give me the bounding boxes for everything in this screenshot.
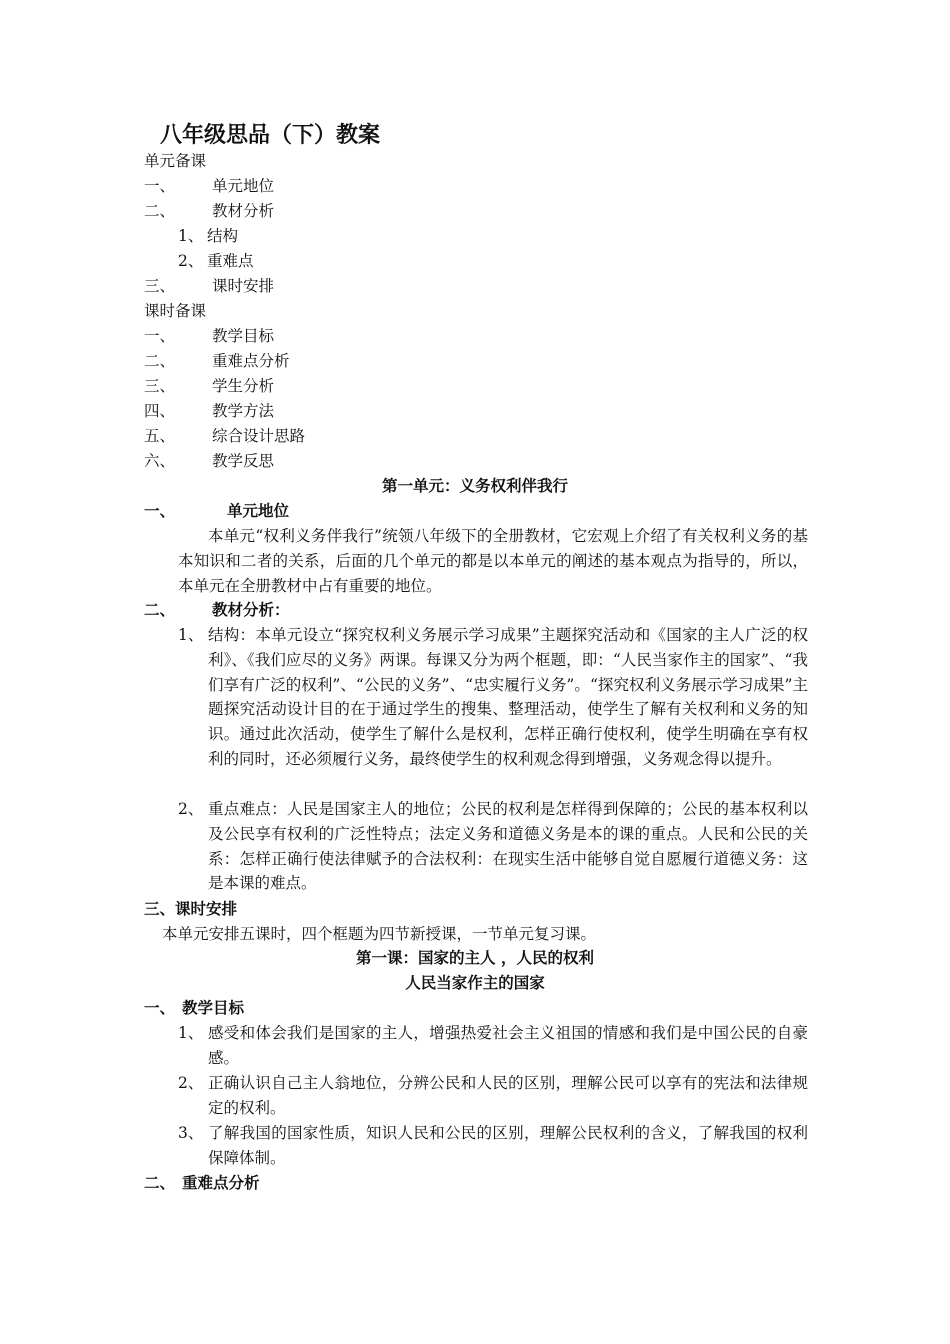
unit-heading: 第一单元：义务权利伴我行 <box>381 477 568 495</box>
item-num: 2、 <box>178 1074 204 1092</box>
outline-num: 一、 <box>144 327 176 345</box>
document-title: 八年级思品（下）教案 <box>160 123 381 148</box>
outline-num: 三、 <box>144 277 176 295</box>
list-item <box>178 797 808 896</box>
section-num: 二、 <box>144 1174 176 1192</box>
lesson-subheading: 人民当家作主的国家 <box>405 974 545 992</box>
item-text: 了解我国的国家性质，知识人民和公民的区别，理解公民权利的含义，了解我国的权利保障体制。 <box>208 1124 808 1167</box>
item-text: 重点难点：人民是国家主人的地位；公民的权利是怎样得到保障的；公民的基本权利以及公民享有权利的广泛性特点；法定义务和道德义务是本的课的重点。人民和公民的关系：怎样正确行使法律赋予的合法权利：在现实生活中能够自觉自愿履行道德义务：这是本课的难点。 <box>208 800 808 893</box>
outline-text: 教学方法 <box>212 402 275 420</box>
outline-text: 教学反思 <box>212 452 275 470</box>
item-num: 1、 <box>178 1024 204 1042</box>
outline-num: 2、 <box>178 252 204 270</box>
section-title: 三、课时安排 <box>144 900 238 918</box>
outline-item <box>144 174 175 199</box>
lesson-heading: 第一课：国家的主人 ，人民的权利 <box>356 949 594 967</box>
list-item <box>178 623 808 772</box>
item-num: 2、 <box>178 800 204 818</box>
item-text: 正确认识自己主人翁地位，分辨公民和人民的区别，理解公民可以享有的宪法和法律规定的权利。 <box>208 1074 808 1117</box>
section-num: 一、 <box>144 999 176 1017</box>
item-num: 3、 <box>178 1124 204 1142</box>
section-title: 单元地位 <box>227 502 290 520</box>
list-item <box>178 1071 808 1121</box>
item-num: 1、 <box>178 626 204 644</box>
section-num: 二、 <box>144 601 176 619</box>
outline-text: 重难点分析 <box>212 352 290 370</box>
list-item <box>178 1121 808 1171</box>
outline-text: 教学目标 <box>212 327 275 345</box>
outline-item <box>144 199 175 224</box>
section-title: 教材分析： <box>212 601 290 619</box>
outline-text: 教材分析 <box>212 202 275 220</box>
outline-num: 五、 <box>144 427 176 445</box>
outline-text: 课时安排 <box>212 277 275 295</box>
outline-num: 二、 <box>144 352 176 370</box>
outline-unit-prep: 单元备课 <box>144 152 207 170</box>
outline-num: 四、 <box>144 402 176 420</box>
outline-text: 学生分析 <box>212 377 275 395</box>
list-item <box>178 1021 808 1071</box>
outline-num: 1、 <box>178 227 204 245</box>
outline-num: 三、 <box>144 377 176 395</box>
section-title: 教学目标 <box>182 999 245 1017</box>
outline-num: 二、 <box>144 202 176 220</box>
outline-text: 单元地位 <box>212 177 275 195</box>
outline-num: 六、 <box>144 452 176 470</box>
outline-text: 重难点 <box>207 252 254 270</box>
section-num: 一、 <box>144 502 176 520</box>
item-text: 结构：本单元设立“探究权利义务展示学习成果”主题探究活动和《国家的主人广泛的权利》、《我们应尽的义务》两课。每课又分为两个框题，即：“人民当家作主的国家”、“我们享有广泛的权利”、“公民的义务”、“忠实履行义务”。“探究权利义务展示学习成果”主题探究活动设计目的在于通过学生的搜集、整理活动，使学生了解有关权利和义务的知识。通过此次活动，使学生了解什么是权利，怎样正确行使权利，使学生明确在享有权利的同时，还必须履行义务，最终使学生的权利观念得到增强，义务观念得以提升。 <box>208 626 808 768</box>
schedule-text: 本单元安排五课时，四个框题为四节新授课，一节单元复习课。 <box>162 925 597 943</box>
outline-lesson-prep: 课时备课 <box>144 302 207 320</box>
section-title: 重难点分析 <box>182 1174 260 1192</box>
item-text: 感受和体会我们是国家的主人，增强热爱社会主义祖国的情感和我们是中国公民的自豪感。 <box>208 1024 808 1067</box>
outline-num: 一、 <box>144 177 176 195</box>
unit-position-text: 本单元“权利义务伴我行”统领八年级下的全册教材，它宏观上介绍了有关权利义务的基本知识和二者的关系，后面的几个单元的都是以本单元的阐述的基本观点为指导的，所以，本单元在全册教材中占有重要的地位。 <box>178 527 808 595</box>
outline-text: 综合设计思路 <box>212 427 306 445</box>
outline-text: 结构 <box>207 227 239 245</box>
